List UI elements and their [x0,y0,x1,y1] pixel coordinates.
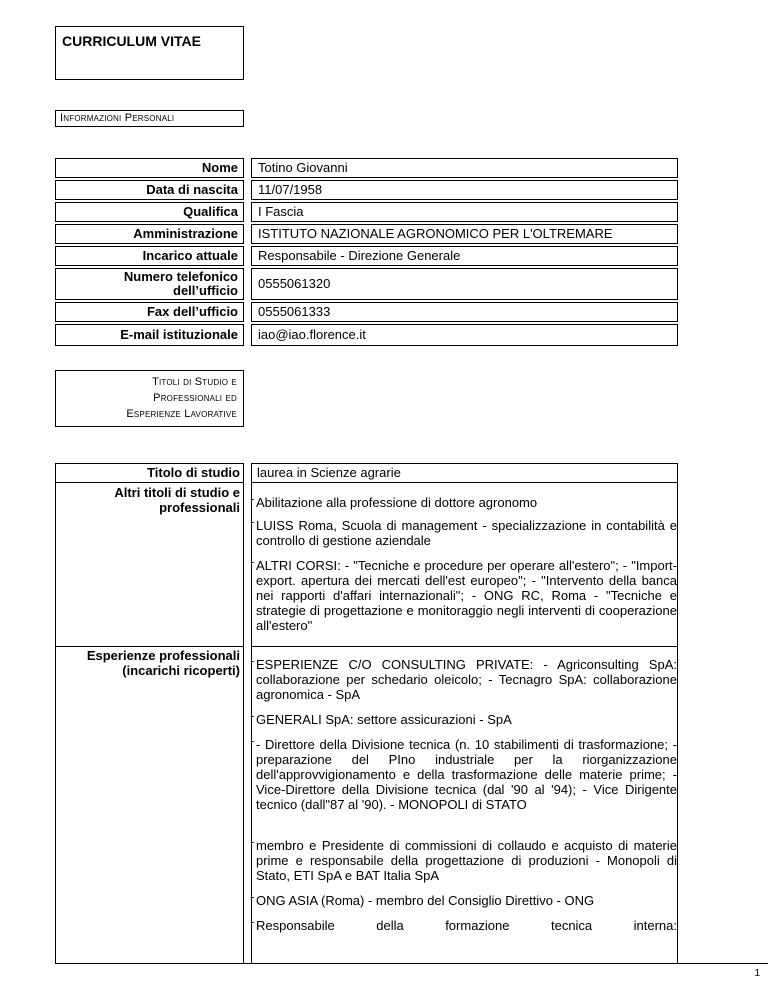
section-title: Informazioni Personali [60,112,175,124]
list-item-text: ONG ASIA (Roma) - membro del Consiglio Direttivo - ONG [256,893,595,908]
footer-rule [55,963,768,964]
divider [251,646,678,647]
label-telefono: Numero telefonico dell’ufficio [55,268,244,300]
value-fax: 0555061333 [251,302,678,322]
list-item-text: GENERALI SpA: settore assicurazioni - SpA [256,712,512,727]
divider [243,463,244,963]
divider [251,463,678,464]
dash-bullet: - [250,653,255,668]
dash-bullet: - [250,733,255,748]
list-item [250,514,677,548]
dash-bullet: - [250,491,255,506]
list-item [250,834,677,883]
dash-bullet: - [250,554,255,569]
label-qualifica: Qualifica [55,202,244,222]
value-incarico: Responsabile - Direzione Generale [251,246,678,266]
list-item-text: Abilitazione alla professione di dottore agronomo [256,495,538,510]
list-item [250,554,677,633]
list-item-text: Responsabile della formazione tecnica interna: [256,918,677,933]
divider [55,482,244,483]
cv-title-box [55,26,244,80]
dash-bullet: - [250,708,255,723]
divider [55,646,244,647]
list-item-text: - Direttore della Divisione tecnica (n. 10 stabilimenti di trasformazione; - preparazione del PIno industriale per la riorganizzazione dell'approvvigionamento e della trasformazione delle materie prime; - Vice-Direttore della Divisione tecnica (dal '90 al '94); - Vice Dirigente tecnico (dall"87 al '90). - MONOPOLI di STATO [256,737,677,812]
list-item [250,733,677,812]
value-telefono: 0555061320 [251,268,678,300]
divider [677,463,678,963]
value-nome: Totino Giovanni [251,158,678,178]
list-item-text: ALTRI CORSI: - "Tecniche e procedure per operare all'estero"; - "Import-export. apertura dei mercati dell'est europeo"; - "Intervento della banca nei rapporti d'affari internazionali"; - ONG RC, Roma - "Tecniche e strategie di progettazione e monitoraggio negli interventi di cooperazione all'estero" [256,558,677,633]
label-fax: Fax dell’ufficio [55,302,244,322]
section-title-line-1: Titoli di Studio e [152,376,237,388]
dash-bullet: - [250,889,255,904]
value-qualifica: I Fascia [251,202,678,222]
value-email: iao@iao.florence.it [251,324,678,346]
label-incarico: Incarico attuale [55,246,244,266]
label-esperienze: Esperienze professionali (incarichi ricoperti) [86,648,240,678]
value-titolo-studio: laurea in Scienze agrarie [257,465,401,480]
value-data-nascita: 11/07/1958 [251,180,678,200]
label-titolo-studio: Titolo di studio [147,465,240,480]
label-data-nascita: Data di nascita [55,180,244,200]
page-number: 1 [754,968,760,979]
list-item [250,653,677,702]
list-item [250,914,677,933]
label-amministrazione: Amministrazione [55,224,244,244]
divider [55,463,56,963]
label-email: E-mail istituzionale [55,324,244,346]
divider [55,463,244,464]
list-item-text: membro e Presidente di commissioni di collaudo e acquisto di materie prime e responsabile della progettazione di produzioni - Monopoli di Stato, ETI SpA e BAT Italia SpA [256,838,677,883]
divider [251,482,678,483]
section-title-line-2: Professionali ed [153,392,237,404]
section-studies [55,370,244,427]
list-item [250,708,677,727]
list-item [250,491,677,510]
list-item-text: ESPERIENZE C/O CONSULTING PRIVATE: - Agriconsulting SpA: collaborazione per schedario oleicolo; - Tecnagro SpA: collaborazione agronomica - SpA [256,657,677,702]
section-title-line-3: Esperienze Lavorative [126,408,237,420]
label-altri-titoli: Altri titoli di studio e professionali [114,485,240,515]
list-item-text: LUISS Roma, Scuola di management - specializzazione in contabilità e controllo di gestione aziendale [256,518,677,548]
value-amministrazione: ISTITUTO NAZIONALE AGRONOMICO PER L'OLTREMARE [251,224,678,244]
dash-bullet: - [250,514,255,529]
dash-bullet: - [250,834,255,849]
page-title: CURRICULUM VITAE [62,33,201,49]
list-item [250,889,677,908]
label-nome: Nome [55,158,244,178]
dash-bullet: - [250,914,255,929]
section-personal-info [55,110,244,127]
